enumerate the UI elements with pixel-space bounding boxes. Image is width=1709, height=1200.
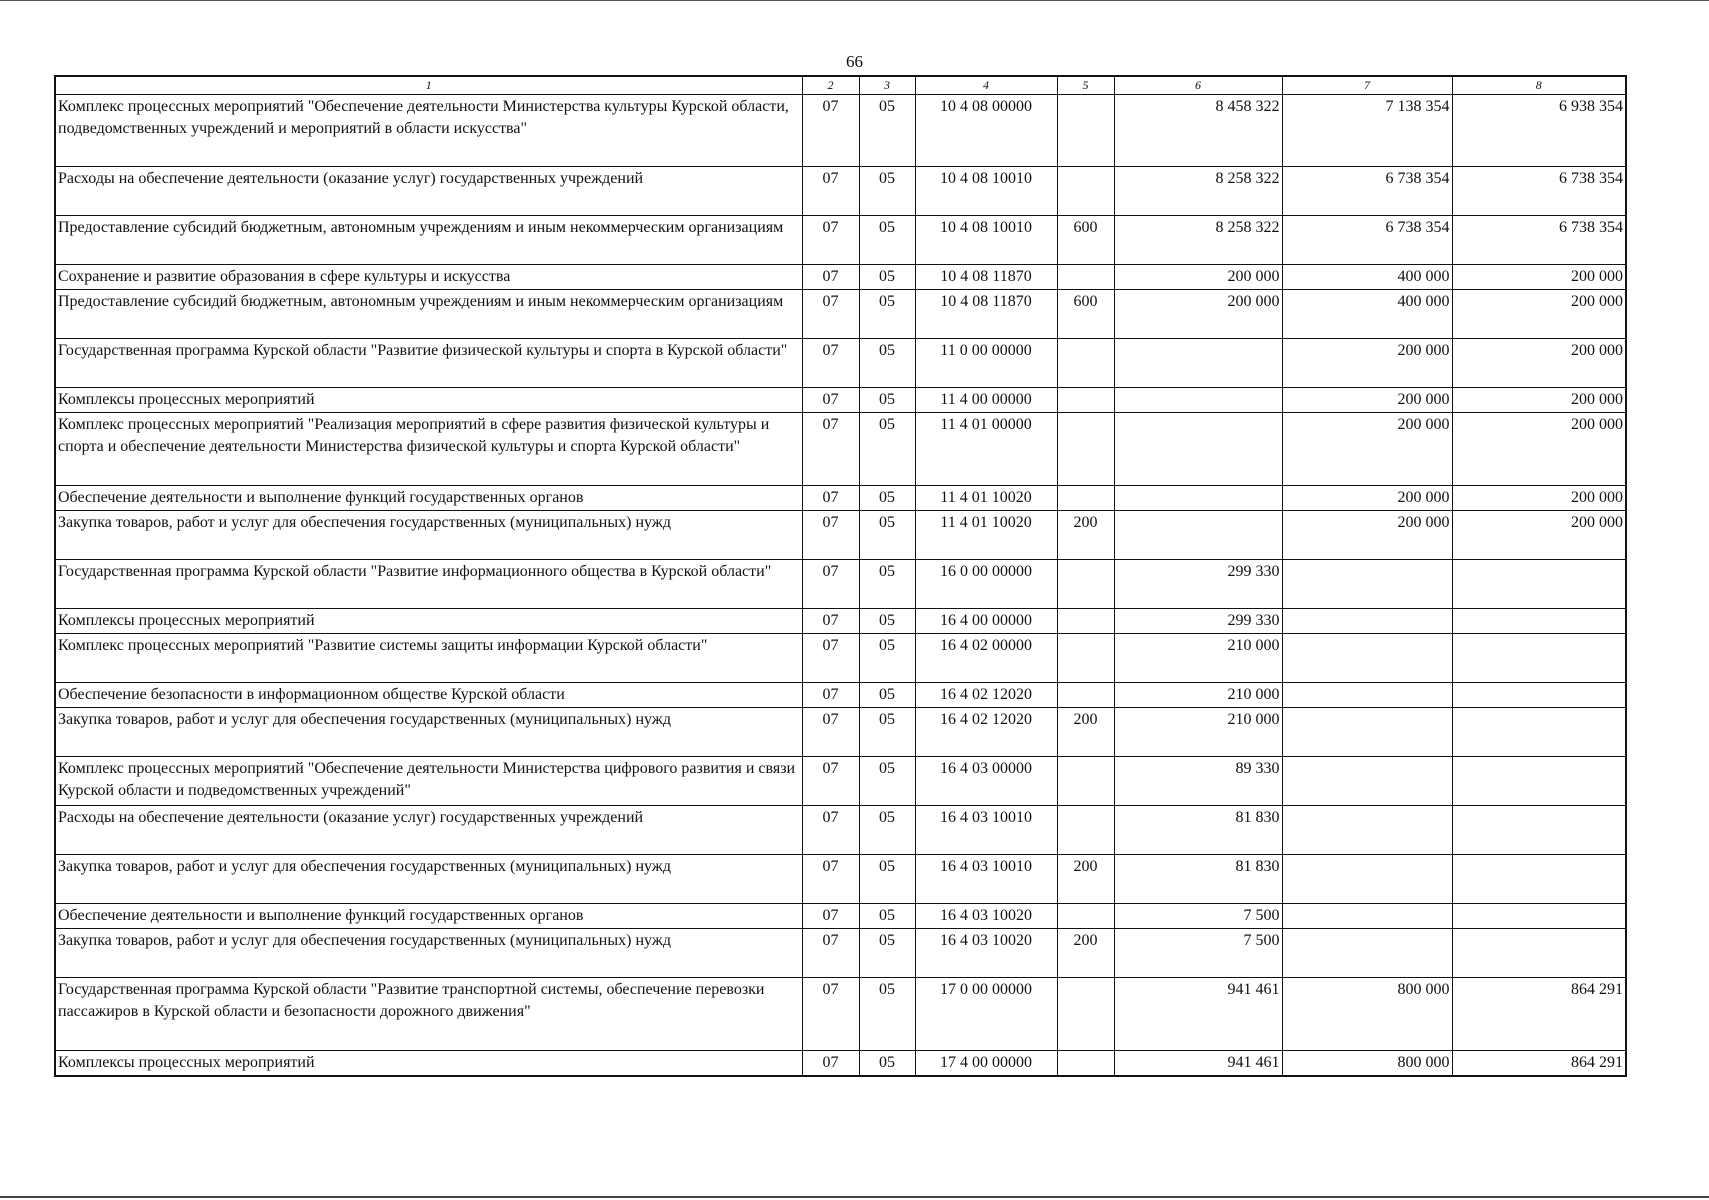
table-row (55, 634, 1626, 683)
table-row (55, 560, 1626, 609)
row-name-cell: Сохранение и развитие образования в сфере культуры и искусства (55, 265, 802, 290)
table-row (55, 855, 1626, 904)
table-row (55, 95, 1626, 167)
row-name-cell: Комплекс процессных мероприятий "Развитие системы защиты информации Курской области" (55, 634, 802, 683)
expense-type-cell: 200 (1057, 855, 1114, 904)
subsection-code-cell: 05 (859, 265, 915, 290)
target-article-cell: 16 4 03 10020 (915, 929, 1057, 978)
section-code-cell: 07 (802, 290, 859, 339)
row-name-cell: Обеспечение безопасности в информационном обществе Курской области (55, 683, 802, 708)
target-article-cell: 16 4 03 10010 (915, 855, 1057, 904)
column-header: 2 (802, 76, 859, 95)
table-row (55, 683, 1626, 708)
amount-col6-cell: 7 500 (1114, 929, 1282, 978)
section-code-cell: 07 (802, 265, 859, 290)
row-name-cell: Государственная программа Курской области "Развитие информационного общества в Курской области" (55, 560, 802, 609)
page-top-edge (0, 0, 1709, 1)
section-code-cell: 07 (802, 560, 859, 609)
target-article-cell: 10 4 08 10010 (915, 216, 1057, 265)
section-code-cell: 07 (802, 413, 859, 486)
amount-col8-cell: 200 000 (1452, 339, 1626, 388)
table-body (55, 95, 1626, 1077)
amount-col8-cell: 6 938 354 (1452, 95, 1626, 167)
target-article-cell: 11 0 00 00000 (915, 339, 1057, 388)
amount-col7-cell (1282, 683, 1452, 708)
amount-col8-cell (1452, 806, 1626, 855)
page-bottom-edge (0, 1196, 1709, 1198)
amount-col8-cell: 200 000 (1452, 388, 1626, 413)
amount-col8-cell (1452, 560, 1626, 609)
expense-type-cell (1057, 806, 1114, 855)
section-code-cell: 07 (802, 757, 859, 806)
target-article-cell: 11 4 01 10020 (915, 486, 1057, 511)
table-row (55, 413, 1626, 486)
expense-type-cell (1057, 388, 1114, 413)
amount-col7-cell: 800 000 (1282, 1051, 1452, 1077)
row-name-cell: Закупка товаров, работ и услуг для обеспечения государственных (муниципальных) нужд (55, 708, 802, 757)
target-article-cell: 16 4 02 12020 (915, 683, 1057, 708)
amount-col6-cell: 299 330 (1114, 560, 1282, 609)
amount-col7-cell: 200 000 (1282, 413, 1452, 486)
subsection-code-cell: 05 (859, 95, 915, 167)
section-code-cell: 07 (802, 806, 859, 855)
target-article-cell: 17 4 00 00000 (915, 1051, 1057, 1077)
row-name-cell: Комплексы процессных мероприятий (55, 388, 802, 413)
amount-col8-cell (1452, 634, 1626, 683)
amount-col7-cell (1282, 904, 1452, 929)
row-name-cell: Комплекс процессных мероприятий "Реализация мероприятий в сфере развития физической культуры и спорта и обеспечение деятельности Министерства физической культуры и спорта Курской области" (55, 413, 802, 486)
subsection-code-cell: 05 (859, 1051, 915, 1077)
table-row (55, 708, 1626, 757)
expense-type-cell (1057, 413, 1114, 486)
amount-col7-cell (1282, 855, 1452, 904)
subsection-code-cell: 05 (859, 978, 915, 1051)
target-article-cell: 11 4 01 10020 (915, 511, 1057, 560)
amount-col7-cell: 6 738 354 (1282, 216, 1452, 265)
table-row (55, 1051, 1626, 1077)
amount-col8-cell: 864 291 (1452, 978, 1626, 1051)
target-article-cell: 11 4 00 00000 (915, 388, 1057, 413)
section-code-cell: 07 (802, 904, 859, 929)
table-row (55, 265, 1626, 290)
subsection-code-cell: 05 (859, 388, 915, 413)
amount-col8-cell: 200 000 (1452, 290, 1626, 339)
column-header: 4 (915, 76, 1057, 95)
amount-col6-cell (1114, 413, 1282, 486)
target-article-cell: 16 4 03 10010 (915, 806, 1057, 855)
section-code-cell: 07 (802, 95, 859, 167)
section-code-cell: 07 (802, 634, 859, 683)
subsection-code-cell: 05 (859, 904, 915, 929)
target-article-cell: 10 4 08 11870 (915, 290, 1057, 339)
expense-type-cell (1057, 560, 1114, 609)
target-article-cell: 10 4 08 11870 (915, 265, 1057, 290)
row-name-cell: Обеспечение деятельности и выполнение функций государственных органов (55, 904, 802, 929)
section-code-cell: 07 (802, 708, 859, 757)
subsection-code-cell: 05 (859, 339, 915, 388)
amount-col8-cell (1452, 683, 1626, 708)
amount-col8-cell: 200 000 (1452, 413, 1626, 486)
expense-type-cell (1057, 167, 1114, 216)
amount-col6-cell: 941 461 (1114, 978, 1282, 1051)
amount-col8-cell: 864 291 (1452, 1051, 1626, 1077)
amount-col6-cell: 210 000 (1114, 634, 1282, 683)
subsection-code-cell: 05 (859, 560, 915, 609)
subsection-code-cell: 05 (859, 511, 915, 560)
section-code-cell: 07 (802, 339, 859, 388)
section-code-cell: 07 (802, 609, 859, 634)
amount-col6-cell (1114, 388, 1282, 413)
row-name-cell: Закупка товаров, работ и услуг для обеспечения государственных (муниципальных) нужд (55, 855, 802, 904)
column-header: 1 (55, 76, 802, 95)
amount-col7-cell: 800 000 (1282, 978, 1452, 1051)
amount-col6-cell: 81 830 (1114, 855, 1282, 904)
section-code-cell: 07 (802, 1051, 859, 1077)
section-code-cell: 07 (802, 216, 859, 265)
subsection-code-cell: 05 (859, 167, 915, 216)
amount-col6-cell: 299 330 (1114, 609, 1282, 634)
amount-col6-cell: 7 500 (1114, 904, 1282, 929)
target-article-cell: 10 4 08 10010 (915, 167, 1057, 216)
amount-col6-cell: 81 830 (1114, 806, 1282, 855)
target-article-cell: 16 4 03 10020 (915, 904, 1057, 929)
amount-col6-cell: 8 458 322 (1114, 95, 1282, 167)
table-row (55, 609, 1626, 634)
table-row (55, 806, 1626, 855)
amount-col6-cell (1114, 511, 1282, 560)
amount-col7-cell: 200 000 (1282, 339, 1452, 388)
expense-type-cell (1057, 609, 1114, 634)
amount-col8-cell: 6 738 354 (1452, 216, 1626, 265)
amount-col7-cell (1282, 560, 1452, 609)
target-article-cell: 16 0 00 00000 (915, 560, 1057, 609)
row-name-cell: Комплекс процессных мероприятий "Обеспечение деятельности Министерства цифрового развития и связи Курской области и подведомственных учреждений" (55, 757, 802, 806)
target-article-cell: 10 4 08 00000 (915, 95, 1057, 167)
table-row (55, 511, 1626, 560)
amount-col7-cell (1282, 609, 1452, 634)
amount-col8-cell: 200 000 (1452, 265, 1626, 290)
column-header: 8 (1452, 76, 1626, 95)
amount-col8-cell (1452, 757, 1626, 806)
row-name-cell: Комплекс процессных мероприятий "Обеспечение деятельности Министерства культуры Курской области, подведомственных учреждений и мероприятий в области искусства" (55, 95, 802, 167)
row-name-cell: Комплексы процессных мероприятий (55, 1051, 802, 1077)
column-header: 3 (859, 76, 915, 95)
amount-col8-cell (1452, 609, 1626, 634)
subsection-code-cell: 05 (859, 855, 915, 904)
subsection-code-cell: 05 (859, 634, 915, 683)
budget-table (54, 75, 1627, 1077)
section-code-cell: 07 (802, 486, 859, 511)
expense-type-cell (1057, 95, 1114, 167)
amount-col6-cell (1114, 339, 1282, 388)
column-header: 6 (1114, 76, 1282, 95)
expense-type-cell (1057, 265, 1114, 290)
expense-type-cell: 200 (1057, 929, 1114, 978)
expense-type-cell (1057, 339, 1114, 388)
amount-col7-cell: 200 000 (1282, 388, 1452, 413)
subsection-code-cell: 05 (859, 708, 915, 757)
amount-col7-cell: 7 138 354 (1282, 95, 1452, 167)
expense-type-cell (1057, 486, 1114, 511)
section-code-cell: 07 (802, 167, 859, 216)
expense-type-cell: 600 (1057, 216, 1114, 265)
amount-col7-cell (1282, 634, 1452, 683)
subsection-code-cell: 05 (859, 757, 915, 806)
table-row (55, 757, 1626, 806)
amount-col7-cell (1282, 806, 1452, 855)
amount-col7-cell (1282, 708, 1452, 757)
amount-col7-cell: 200 000 (1282, 486, 1452, 511)
table-row (55, 216, 1626, 265)
section-code-cell: 07 (802, 855, 859, 904)
table-row (55, 388, 1626, 413)
row-name-cell: Закупка товаров, работ и услуг для обеспечения государственных (муниципальных) нужд (55, 511, 802, 560)
amount-col7-cell: 200 000 (1282, 511, 1452, 560)
section-code-cell: 07 (802, 388, 859, 413)
section-code-cell: 07 (802, 978, 859, 1051)
section-code-cell: 07 (802, 511, 859, 560)
row-name-cell: Предоставление субсидий бюджетным, автономным учреждениям и иным некоммерческим организациям (55, 290, 802, 339)
expense-type-cell (1057, 683, 1114, 708)
target-article-cell: 16 4 00 00000 (915, 609, 1057, 634)
subsection-code-cell: 05 (859, 486, 915, 511)
subsection-code-cell: 05 (859, 929, 915, 978)
amount-col8-cell (1452, 708, 1626, 757)
row-name-cell: Расходы на обеспечение деятельности (оказание услуг) государственных учреждений (55, 167, 802, 216)
row-name-cell: Расходы на обеспечение деятельности (оказание услуг) государственных учреждений (55, 806, 802, 855)
expense-type-cell (1057, 757, 1114, 806)
amount-col7-cell (1282, 757, 1452, 806)
subsection-code-cell: 05 (859, 216, 915, 265)
amount-col8-cell: 200 000 (1452, 486, 1626, 511)
row-name-cell: Предоставление субсидий бюджетным, автономным учреждениям и иным некоммерческим организациям (55, 216, 802, 265)
target-article-cell: 16 4 02 00000 (915, 634, 1057, 683)
column-header: 7 (1282, 76, 1452, 95)
expense-type-cell: 600 (1057, 290, 1114, 339)
target-article-cell: 17 0 00 00000 (915, 978, 1057, 1051)
table-row (55, 167, 1626, 216)
amount-col7-cell (1282, 929, 1452, 978)
section-code-cell: 07 (802, 929, 859, 978)
table-row (55, 339, 1626, 388)
row-name-cell: Государственная программа Курской области "Развитие физической культуры и спорта в Курской области" (55, 339, 802, 388)
amount-col6-cell: 210 000 (1114, 683, 1282, 708)
amount-col8-cell (1452, 855, 1626, 904)
table-row (55, 904, 1626, 929)
column-header: 5 (1057, 76, 1114, 95)
row-name-cell: Обеспечение деятельности и выполнение функций государственных органов (55, 486, 802, 511)
amount-col6-cell: 941 461 (1114, 1051, 1282, 1077)
page-number: 66 (846, 52, 863, 71)
amount-col6-cell: 200 000 (1114, 290, 1282, 339)
subsection-code-cell: 05 (859, 683, 915, 708)
target-article-cell: 16 4 02 12020 (915, 708, 1057, 757)
amount-col8-cell: 200 000 (1452, 511, 1626, 560)
amount-col7-cell: 400 000 (1282, 265, 1452, 290)
expense-type-cell: 200 (1057, 511, 1114, 560)
amount-col6-cell: 89 330 (1114, 757, 1282, 806)
row-name-cell: Комплексы процессных мероприятий (55, 609, 802, 634)
amount-col6-cell: 200 000 (1114, 265, 1282, 290)
table-row (55, 290, 1626, 339)
amount-col7-cell: 400 000 (1282, 290, 1452, 339)
target-article-cell: 16 4 03 00000 (915, 757, 1057, 806)
amount-col6-cell: 8 258 322 (1114, 216, 1282, 265)
amount-col6-cell: 210 000 (1114, 708, 1282, 757)
amount-col7-cell: 6 738 354 (1282, 167, 1452, 216)
expense-type-cell (1057, 978, 1114, 1051)
expense-type-cell: 200 (1057, 708, 1114, 757)
amount-col6-cell (1114, 486, 1282, 511)
amount-col6-cell: 8 258 322 (1114, 167, 1282, 216)
subsection-code-cell: 05 (859, 609, 915, 634)
amount-col8-cell (1452, 904, 1626, 929)
expense-type-cell (1057, 904, 1114, 929)
subsection-code-cell: 05 (859, 290, 915, 339)
amount-col8-cell: 6 738 354 (1452, 167, 1626, 216)
expense-type-cell (1057, 1051, 1114, 1077)
section-code-cell: 07 (802, 683, 859, 708)
row-name-cell: Государственная программа Курской области "Развитие транспортной системы, обеспечение перевозки пассажиров в Курской области и безопасности дорожного движения" (55, 978, 802, 1051)
amount-col8-cell (1452, 929, 1626, 978)
subsection-code-cell: 05 (859, 806, 915, 855)
subsection-code-cell: 05 (859, 413, 915, 486)
column-number-header-row (55, 76, 1626, 95)
table-row (55, 978, 1626, 1051)
table-row (55, 486, 1626, 511)
row-name-cell: Закупка товаров, работ и услуг для обеспечения государственных (муниципальных) нужд (55, 929, 802, 978)
table-row (55, 929, 1626, 978)
target-article-cell: 11 4 01 00000 (915, 413, 1057, 486)
expense-type-cell (1057, 634, 1114, 683)
